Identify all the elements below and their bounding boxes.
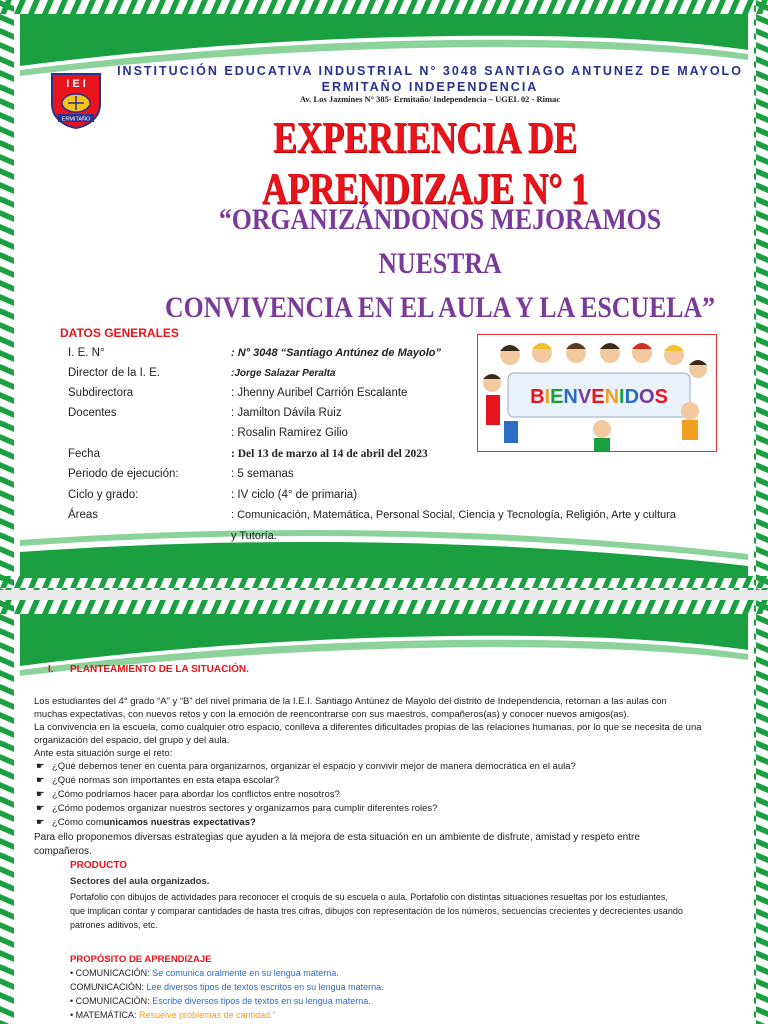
subtitle-line-1: “ORGANIZÁNDONOS MEJORAMOS NUESTRA xyxy=(218,203,662,280)
producto-subtitle: Sectores del aula organizados. xyxy=(70,876,210,887)
value-subdirectora: : Jhenny Auribel Carrión Escalante xyxy=(231,387,408,399)
bullet: • xyxy=(70,968,74,978)
question-2: ¿Qué normas son importantes en esta etapa escolar? xyxy=(52,775,280,786)
label-fecha: Fecha xyxy=(68,448,100,460)
welcome-banner-text: BIENVENIDOS xyxy=(530,386,668,408)
green-swoosh-bottom xyxy=(0,528,768,578)
producto-line-1: Portafolio con dibujos de actividades para reconocer el croquis de su escuela o aula. Portafolio con distintas situaciones resueltas por los estudiantes, xyxy=(70,892,668,902)
school-logo xyxy=(48,70,104,130)
svg-text:ERMITAÑO: ERMITAÑO xyxy=(61,116,91,123)
situation-line-5: Ante esta situación surge el reto: xyxy=(34,748,173,759)
value-areas: : Comunicación, Matemática, Personal Social, Ciencia y Tecnología, Religión, Arte y cultura xyxy=(231,509,676,521)
section-number: I. xyxy=(48,664,54,675)
value-ie: : N° 3048 “Santiago Antúnez de Mayolo” xyxy=(231,347,441,359)
label-docentes: Docentes xyxy=(68,407,117,419)
label-ciclo: Ciclo y grado: xyxy=(68,489,139,501)
svg-text:I E I: I E I xyxy=(66,78,86,90)
proposito-row xyxy=(70,967,339,980)
situation-line-1: Los estudiantes del 4° grado “A” y “B” del nivel primaria de la I.E.I. Santiago Antúnez de Mayolo del distrito de Independencia, retornan a las aulas con xyxy=(34,696,667,707)
strategy-line-2: compañeros. xyxy=(34,846,92,857)
welcome-illustration xyxy=(477,334,717,452)
value-ciclo: : IV ciclo (4° de primaria) xyxy=(231,489,358,501)
question-4: ¿Cómo podemos organizar nuestros sectores y organizarnos para cumplir diferentes roles? xyxy=(52,803,438,814)
area-label: COMUNICACIÓN: xyxy=(75,996,150,1006)
question-5 xyxy=(52,816,256,829)
strategy-line-1: Para ello proponemos diversas estrategias que ayuden a la mejora de esta situación en un ambiente de disfrute, amistad y respeto entre xyxy=(34,832,640,843)
label-director: Director de la I. E. xyxy=(68,367,161,379)
school-address: Av. Los Jazmines N° 385- Ermitaño/ Independencia – UGEL 02 - Rimac xyxy=(299,94,561,104)
question-1: ¿Qué debemos tener en cuenta para organizarnos, organizar el espacio y convivir mejor de manera democrática en el aula? xyxy=(52,761,576,772)
question-5-start: ¿Cómo com xyxy=(52,817,104,828)
experience-subtitle xyxy=(165,198,715,330)
value-docente-2: : Rosalin Ramirez Gilio xyxy=(231,427,348,439)
pointing-hand-icon: ☛ xyxy=(36,803,45,814)
page-title: EXPERIENCIA DE APRENDIZAJE N° 1 xyxy=(261,113,589,213)
school-location: ERMITAÑO INDEPENDENCIA xyxy=(321,80,539,94)
pointing-hand-icon: ☛ xyxy=(36,789,45,800)
competence-text: Se comunica oralmente en su lengua materna. xyxy=(152,968,339,978)
producto-line-3: patrones aditivos, etc. xyxy=(70,920,158,930)
school-name: INSTITUCIÓN EDUCATIVA INDUSTRIAL N° 3048 SANTIAGO ANTUNEZ DE MAYOLO xyxy=(117,64,743,78)
label-periodo: Periodo de ejecución: xyxy=(68,468,179,480)
label-ie: I. E. N° xyxy=(68,347,105,359)
pointing-hand-icon: ☛ xyxy=(36,761,45,772)
competence-text: Resuelve problemas de cantidad.” xyxy=(139,1010,276,1020)
situation-line-3: La convivencia en la escuela, como cualquier otro espacio, conlleva a diferentes dificultades propias de las relaciones humanas, por lo que se necesita de una xyxy=(34,722,702,733)
value-docente-1: : Jamilton Dávila Ruiz xyxy=(231,407,342,419)
label-subdirectora: Subdirectora xyxy=(68,387,134,399)
question-3: ¿Cómo podríamos hacer para abordar los conflictos entre nosotros? xyxy=(52,789,340,800)
value-fecha: : Del 13 de marzo al 14 de abril del 2023 xyxy=(231,448,428,460)
proposito-row xyxy=(70,1009,276,1022)
bullet: • xyxy=(70,996,74,1006)
pointing-hand-icon: ☛ xyxy=(36,817,45,828)
proposito-row xyxy=(70,995,371,1008)
subtitle-line-2: CONVIVENCIA EN EL AULA Y LA ESCUELA” xyxy=(164,291,716,324)
proposito-row xyxy=(70,981,384,994)
value-periodo: : 5 semanas xyxy=(231,468,294,480)
value-areas-cont: y Tutoría. xyxy=(231,530,277,542)
pointing-hand-icon: ☛ xyxy=(36,775,45,786)
section-title: PLANTEAMIENTO DE LA SITUACIÓN. xyxy=(70,664,249,675)
competence-text: Escribe diversos tipos de textos en su lengua materna. xyxy=(152,996,371,1006)
question-5-end: unicamos nuestras expectativas? xyxy=(103,817,256,828)
datos-generales-heading: DATOS GENERALES xyxy=(60,326,179,340)
situation-line-4: organización del espacio, del grupo y del aula. xyxy=(34,735,230,746)
bullet: • xyxy=(70,1010,74,1020)
situation-line-2: muchas expectativas, con nuevos retos y con la emoción de reencontrarse con sus maestros, compañeros(as) y conocer nuevos amigos(as). xyxy=(34,709,630,720)
producto-line-2: que implican contar y comparar cantidades de hasta tres cifras, dibujos con representación de los números, secuencias crecientes y decrecientes usando xyxy=(70,906,683,916)
area-label: COMUNICACIÓN: xyxy=(75,968,150,978)
label-areas: Áreas xyxy=(68,509,99,521)
area-label: COMUNICACIÓN: xyxy=(70,982,144,992)
proposito-heading: PROPÓSITO DE APRENDIZAJE xyxy=(70,954,212,965)
competence-text: Lee diversos tipos de textos escritos en su lengua materna. xyxy=(146,982,384,992)
producto-heading: PRODUCTO xyxy=(70,860,128,871)
value-director: :Jorge Salazar Peralta xyxy=(231,368,336,379)
area-label: MATEMÁTICA: xyxy=(75,1010,137,1020)
